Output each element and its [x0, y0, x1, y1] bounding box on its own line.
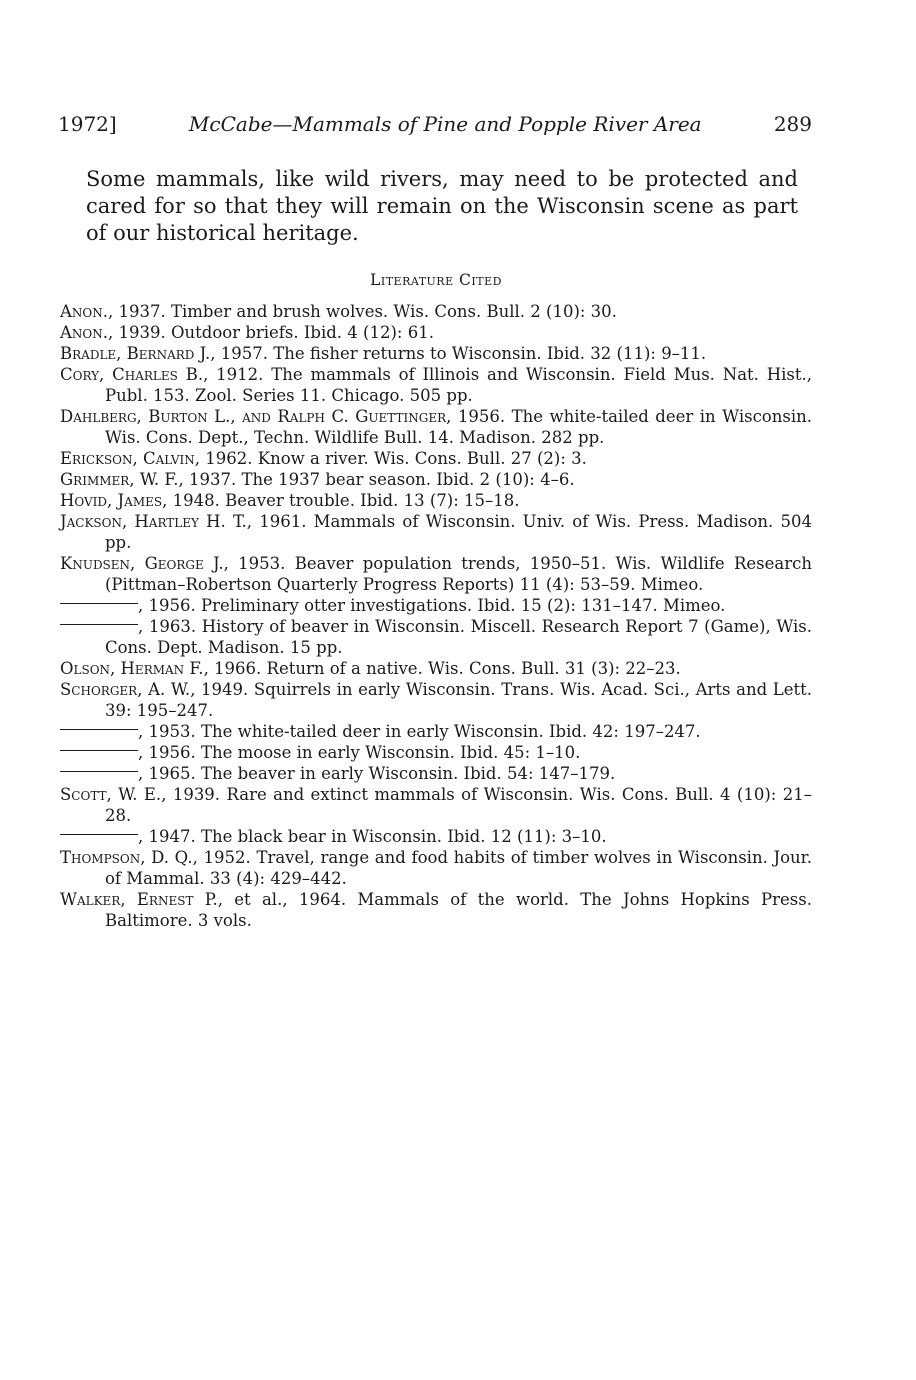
reference-text: , 1912. The mammals of Illinois and Wisconsin. Field Mus. Nat. Hist., Publ. 153. Zool. Series 11. Chicago. 505 pp.: [105, 365, 812, 405]
running-title: McCabe—Mammals of Pine and Popple River Area: [188, 112, 702, 136]
reference-text: , 1961. Mammals of Wisconsin. Univ. of Wis. Press. Madison. 504 pp.: [105, 512, 812, 552]
reference-author: Dahlberg, Burton L., and Ralph C. Guettinger: [60, 407, 447, 426]
reference-text: , 1963. History of beaver in Wisconsin. Miscell. Research Report 7 (Game), Wis. Cons. Dept. Madison. 15 pp.: [105, 617, 812, 657]
running-head: [58, 112, 812, 136]
reference-entry: [60, 784, 812, 826]
reference-text: , 1952. Travel, range and food habits of timber wolves in Wisconsin. Jour. of Mammal. 33 (4): 429–442.: [105, 848, 812, 888]
reference-entry: [60, 343, 812, 364]
reference-entry: [60, 721, 812, 742]
page: [60, 112, 812, 931]
reference-text: , 1953. The white-tailed deer in early Wisconsin. Ibid. 42: 197–247.: [138, 722, 701, 741]
reference-text: , 1937. The 1937 bear season. Ibid. 2 (10): 4–6.: [178, 470, 575, 489]
reference-entry: [60, 658, 812, 679]
section-title: Literature Cited: [370, 271, 502, 289]
reference-text: , 1965. The beaver in early Wisconsin. Ibid. 54: 147–179.: [138, 764, 616, 783]
reference-entry: [60, 679, 812, 721]
ditto-rule: [60, 603, 138, 604]
reference-author: Anon.: [60, 302, 108, 321]
reference-entry: [60, 364, 812, 406]
reference-text: , 1966. Return of a native. Wis. Cons. Bull. 31 (3): 22–23.: [203, 659, 681, 678]
reference-author: Grimmer, W. F.: [60, 470, 179, 489]
reference-list: [60, 301, 812, 931]
volume-year: 1972]: [58, 112, 117, 136]
reference-entry: [60, 847, 812, 889]
intro-paragraph: [86, 166, 798, 247]
reference-author: Olson, Herman F.: [60, 659, 204, 678]
reference-text: , 1937. Timber and brush wolves. Wis. Cons. Bull. 2 (10): 30.: [108, 302, 617, 321]
reference-text: , 1949. Squirrels in early Wisconsin. Trans. Wis. Acad. Sci., Arts and Lett. 39: 195–247.: [105, 680, 813, 720]
reference-author: Jackson, Hartley H. T.: [60, 512, 247, 531]
reference-author: Bradle, Bernard J.: [60, 344, 211, 363]
reference-author: Schorger, A. W.: [60, 680, 191, 699]
reference-text: , 1956. The white-tailed deer in Wisconsin. Wis. Cons. Dept., Techn. Wildlife Bull. 14. Madison. 282 pp.: [105, 407, 812, 447]
reference-text: , 1956. The moose in early Wisconsin. Ibid. 45: 1–10.: [138, 743, 581, 762]
reference-author: Hovid, James: [60, 491, 163, 510]
ditto-rule: [60, 624, 138, 625]
reference-entry: [60, 742, 812, 763]
reference-author: Anon.: [60, 323, 108, 342]
ditto-rule: [60, 729, 138, 730]
reference-text: , 1953. Beaver population trends, 1950–51. Wis. Wildlife Research (Pittman–Robertson Quarterly Progress Reports) 11 (4): 53–59. Mimeo.: [105, 554, 812, 594]
reference-entry: [60, 301, 812, 322]
reference-entry: [60, 616, 812, 658]
reference-entry: [60, 322, 812, 343]
reference-author: Thompson, D. Q.: [60, 848, 193, 867]
ditto-rule: [60, 771, 138, 772]
reference-text: , 1948. Beaver trouble. Ibid. 13 (7): 15–18.: [162, 491, 520, 510]
reference-entry: [60, 889, 812, 931]
reference-author: Cory, Charles B.: [60, 365, 204, 384]
reference-author: Knudsen, George J.: [60, 554, 224, 573]
reference-entry: [60, 448, 812, 469]
ditto-rule: [60, 834, 138, 835]
reference-entry: [60, 469, 812, 490]
reference-author: Walker, Ernest P.: [60, 890, 218, 909]
reference-text: , 1957. The fisher returns to Wisconsin. Ibid. 32 (11): 9–11.: [210, 344, 707, 363]
reference-entry: [60, 595, 812, 616]
reference-entry: [60, 490, 812, 511]
reference-entry: [60, 553, 812, 595]
reference-entry: [60, 511, 812, 553]
reference-text: , 1947. The black bear in Wisconsin. Ibid. 12 (11): 3–10.: [138, 827, 607, 846]
intro-text: Some mammals, like wild rivers, may need to be protected and cared for so that they will remain on the Wisconsin scene as part of our historical heritage.: [86, 167, 798, 245]
reference-text: , et al., 1964. Mammals of the world. The Johns Hopkins Press. Baltimore. 3 vols.: [105, 890, 812, 930]
reference-author: Scott, W. E.: [60, 785, 162, 804]
page-number: 289: [773, 112, 812, 136]
reference-entry: [60, 406, 812, 448]
reference-text: , 1962. Know a river. Wis. Cons. Bull. 27 (2): 3.: [194, 449, 587, 468]
ditto-rule: [60, 750, 138, 751]
reference-text: , 1939. Outdoor briefs. Ibid. 4 (12): 61.: [108, 323, 434, 342]
reference-text: , 1956. Preliminary otter investigations. Ibid. 15 (2): 131–147. Mimeo.: [138, 596, 726, 615]
reference-entry: [60, 763, 812, 784]
reference-entry: [60, 826, 812, 847]
reference-text: , 1939. Rare and extinct mammals of Wisconsin. Wis. Cons. Bull. 4 (10): 21–28.: [105, 785, 812, 825]
reference-author: Erickson, Calvin: [60, 449, 195, 468]
